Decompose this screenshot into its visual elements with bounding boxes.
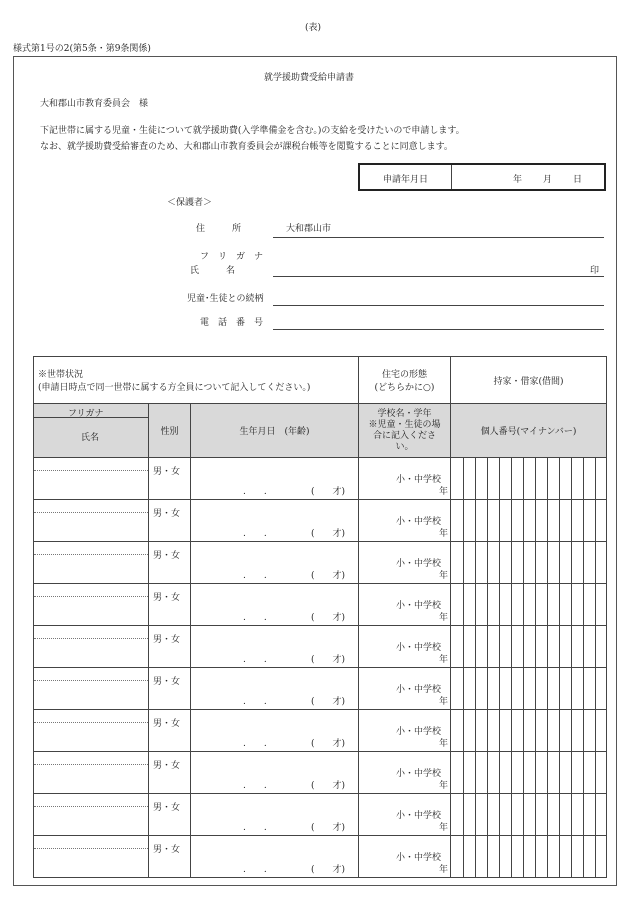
member-birth-dots[interactable]: . . [243, 697, 267, 707]
addressee: 大和郡山市教育委員会 様 [40, 99, 149, 109]
date-day[interactable]: 日 [573, 175, 583, 185]
form-number: 様式第1号の2(第5条・第9条関係) [13, 44, 151, 54]
member-age[interactable]: ( 才) [311, 487, 346, 497]
member-name-cell[interactable] [34, 626, 149, 668]
member-gender[interactable]: 男・女 [153, 593, 181, 603]
member-age[interactable]: ( 才) [311, 823, 346, 833]
phone-label: 電 話 番 号 [200, 318, 264, 328]
side-label: (表) [305, 23, 322, 33]
member-school[interactable]: 小・中学校 [396, 475, 442, 485]
status-title: ※世帯状況 [38, 370, 84, 380]
member-birth-dots[interactable]: . . [243, 529, 267, 539]
housing-options[interactable]: 持家・借家(借間) [451, 357, 607, 404]
seal-mark: 印 [590, 266, 600, 276]
member-birth-dots[interactable]: . . [243, 613, 267, 623]
date-year[interactable]: 年 [513, 175, 523, 185]
member-mynumber[interactable] [451, 458, 606, 499]
table-row [34, 584, 607, 626]
member-mynumber[interactable] [451, 626, 606, 667]
member-birth-dots[interactable]: . . [243, 655, 267, 665]
table-row [34, 542, 607, 584]
member-gender[interactable]: 男・女 [153, 761, 181, 771]
member-mynumber[interactable] [451, 668, 606, 709]
table-row [34, 668, 607, 710]
phone-line [273, 329, 604, 330]
address-label: 住 所 [196, 224, 242, 234]
col-gender: 性別 [149, 404, 191, 458]
housing-label-2: (どちらかに○) [374, 383, 435, 393]
member-name-cell[interactable] [34, 794, 149, 836]
member-school[interactable]: 小・中学校 [396, 643, 442, 653]
member-mynumber[interactable] [451, 584, 606, 625]
member-gender[interactable]: 男・女 [153, 509, 181, 519]
member-gender[interactable]: 男・女 [153, 677, 181, 687]
member-gender[interactable]: 男・女 [153, 803, 181, 813]
member-age[interactable]: ( 才) [311, 697, 346, 707]
name-line [273, 276, 604, 277]
member-name-cell[interactable] [34, 752, 149, 794]
furigana-label: フ リ ガ ナ [200, 252, 264, 262]
member-grade[interactable]: 年 [439, 823, 449, 833]
member-age[interactable]: ( 才) [311, 571, 346, 581]
member-birth-dots[interactable]: . . [243, 487, 267, 497]
member-grade[interactable]: 年 [439, 655, 449, 665]
member-grade[interactable]: 年 [439, 865, 449, 875]
member-name-cell[interactable] [34, 710, 149, 752]
member-school[interactable]: 小・中学校 [396, 811, 442, 821]
table-header-status [34, 357, 607, 404]
member-grade[interactable]: 年 [439, 697, 449, 707]
member-school[interactable]: 小・中学校 [396, 601, 442, 611]
member-name-cell[interactable] [34, 584, 149, 626]
date-month[interactable]: 月 [543, 175, 553, 185]
member-gender[interactable]: 男・女 [153, 719, 181, 729]
member-mynumber[interactable] [451, 836, 606, 877]
table-row [34, 836, 607, 878]
guardian-heading: ＜保護者＞ [167, 198, 213, 208]
member-gender[interactable]: 男・女 [153, 635, 181, 645]
table-row [34, 458, 607, 500]
member-age[interactable]: ( 才) [311, 655, 346, 665]
member-gender[interactable]: 男・女 [153, 467, 181, 477]
col-school-3: 合に記入くださ [372, 430, 436, 441]
member-school[interactable]: 小・中学校 [396, 853, 442, 863]
member-grade[interactable]: 年 [439, 529, 449, 539]
member-grade[interactable]: 年 [439, 613, 449, 623]
member-name-cell[interactable] [34, 668, 149, 710]
application-date-label: 申請年月日 [383, 175, 429, 185]
member-birth-dots[interactable]: . . [243, 823, 267, 833]
member-gender[interactable]: 男・女 [153, 845, 181, 855]
member-age[interactable]: ( 才) [311, 529, 346, 539]
name-label: 氏 名 [190, 266, 236, 276]
member-birth-dots[interactable]: . . [243, 571, 267, 581]
col-name: 氏名 [81, 433, 100, 443]
member-birth-dots[interactable]: . . [243, 781, 267, 791]
member-age[interactable]: ( 才) [311, 865, 346, 875]
member-gender[interactable]: 男・女 [153, 551, 181, 561]
relation-label: 児童･生徒との続柄 [187, 294, 264, 304]
member-name-cell[interactable] [34, 458, 149, 500]
intro-line-2: なお、就学援助費受給審査のため、大和郡山市教育委員会が課税台帳等を閲覧することに同意します。 [40, 142, 453, 152]
member-age[interactable]: ( 才) [311, 781, 346, 791]
table-row [34, 500, 607, 542]
table-row [34, 794, 607, 836]
col-school-4: い。 [395, 441, 414, 452]
form-title: 就学援助費受給申請書 [264, 73, 355, 83]
col-birth: 生年月日 (年齢) [191, 404, 359, 458]
member-name-cell[interactable] [34, 836, 149, 878]
member-grade[interactable]: 年 [439, 739, 449, 749]
member-school[interactable]: 小・中学校 [396, 559, 442, 569]
member-mynumber[interactable] [451, 794, 606, 835]
member-grade[interactable]: 年 [439, 781, 449, 791]
household-table [33, 356, 607, 878]
address-value[interactable]: 大和郡山市 [286, 224, 332, 234]
member-mynumber[interactable] [451, 710, 606, 751]
member-mynumber[interactable] [451, 752, 606, 793]
member-birth-dots[interactable]: . . [243, 865, 267, 875]
status-note: (申請日時点で同一世帯に属する方全員について記入してください。) [38, 383, 311, 393]
member-age[interactable]: ( 才) [311, 739, 346, 749]
intro-line-1: 下記世帯に属する児童・生徒について就学援助費(入学準備金を含む。)の支給を受けたいので申請します。 [40, 126, 465, 136]
table-row [34, 710, 607, 752]
member-school[interactable]: 小・中学校 [396, 769, 442, 779]
table-row [34, 752, 607, 794]
housing-label-1: 住宅の形態 [381, 370, 427, 380]
member-name-cell[interactable] [34, 542, 149, 584]
application-date-box [358, 163, 606, 191]
member-grade[interactable]: 年 [439, 487, 449, 497]
col-mynumber: 個人番号(マイナンバー) [451, 404, 607, 458]
col-school-2: ※児童・生徒の場 [368, 419, 441, 430]
col-furigana: フリガナ [68, 409, 104, 419]
member-name-cell[interactable] [34, 500, 149, 542]
member-school[interactable]: 小・中学校 [396, 727, 442, 737]
member-school[interactable]: 小・中学校 [396, 517, 442, 527]
member-grade[interactable]: 年 [439, 571, 449, 581]
table-row [34, 626, 607, 668]
member-birth-dots[interactable]: . . [243, 739, 267, 749]
member-mynumber[interactable] [451, 542, 606, 583]
address-line [273, 237, 604, 238]
relation-line [273, 305, 604, 306]
member-age[interactable]: ( 才) [311, 613, 346, 623]
member-mynumber[interactable] [451, 500, 606, 541]
table-header-columns [34, 404, 607, 458]
col-school-1: 学校名・学年 [377, 408, 432, 419]
member-school[interactable]: 小・中学校 [396, 685, 442, 695]
